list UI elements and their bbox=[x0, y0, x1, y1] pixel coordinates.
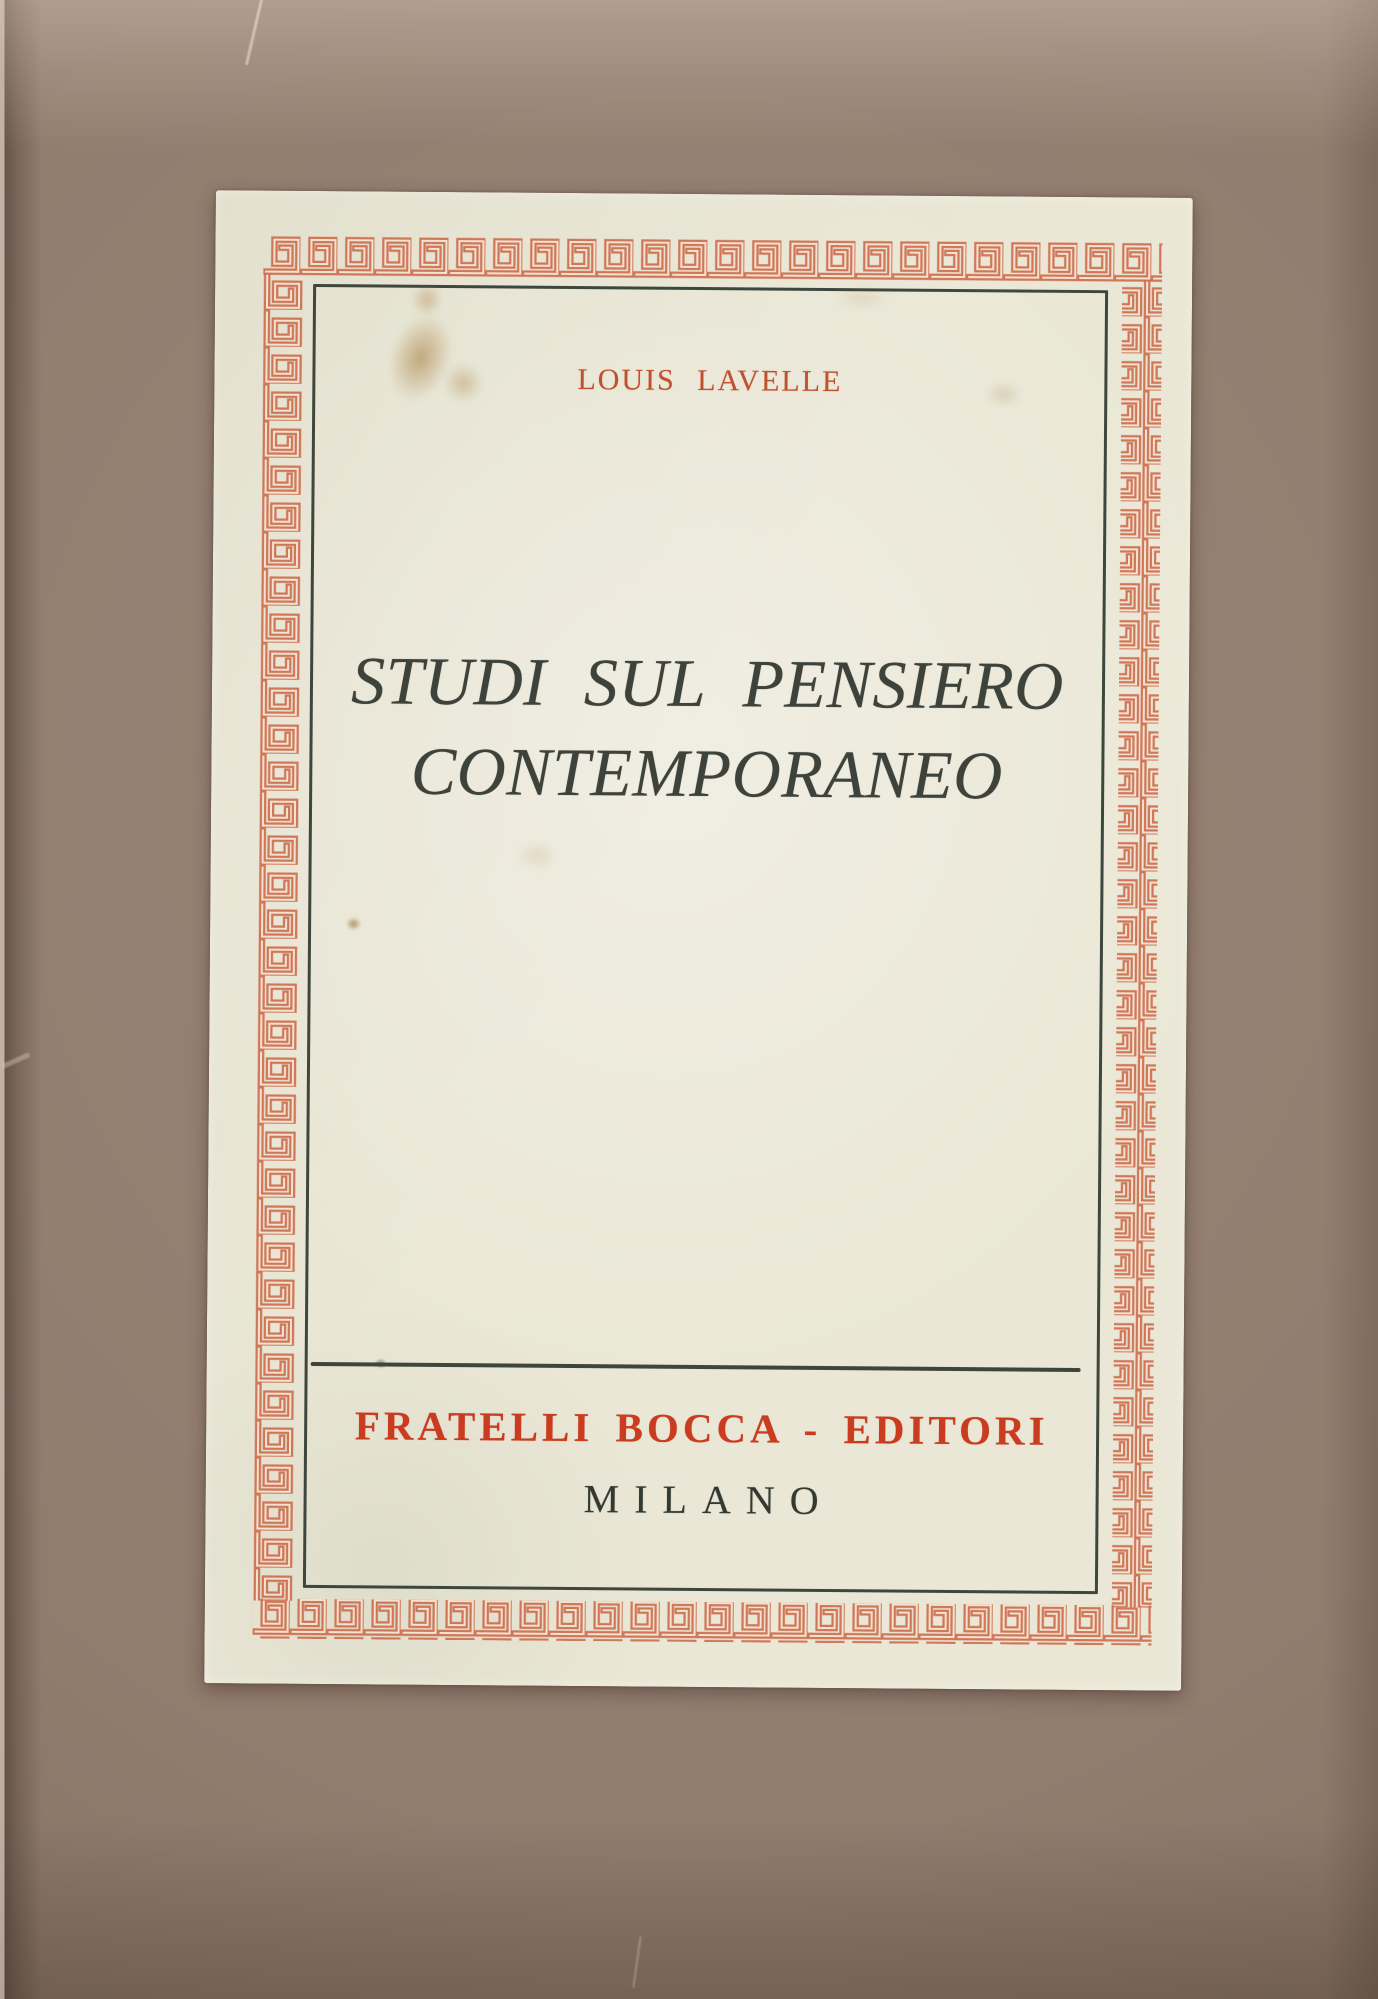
foxing-stain bbox=[835, 287, 889, 309]
cover-scratch-mark bbox=[1, 1052, 30, 1069]
inner-border-frame bbox=[303, 284, 1108, 1594]
title-line-1: STUDI SUL PENSIERO bbox=[350, 642, 1065, 724]
author-name: LOUIS LAVELLE bbox=[577, 363, 843, 399]
foxing-stain bbox=[411, 282, 443, 318]
title-line-2: CONTEMPORANEO bbox=[410, 732, 1004, 814]
cover-label-paper bbox=[204, 190, 1193, 1691]
foxing-stain bbox=[346, 917, 361, 930]
foxing-stain bbox=[516, 841, 560, 871]
cover-scratch-mark bbox=[245, 0, 264, 65]
publisher-name: FRATELLI BOCCA - EDITORI bbox=[354, 1402, 1049, 1454]
book-title bbox=[309, 635, 1105, 821]
cover-scratch-mark bbox=[632, 1936, 641, 1988]
publisher-city: MILANO bbox=[583, 1476, 834, 1524]
